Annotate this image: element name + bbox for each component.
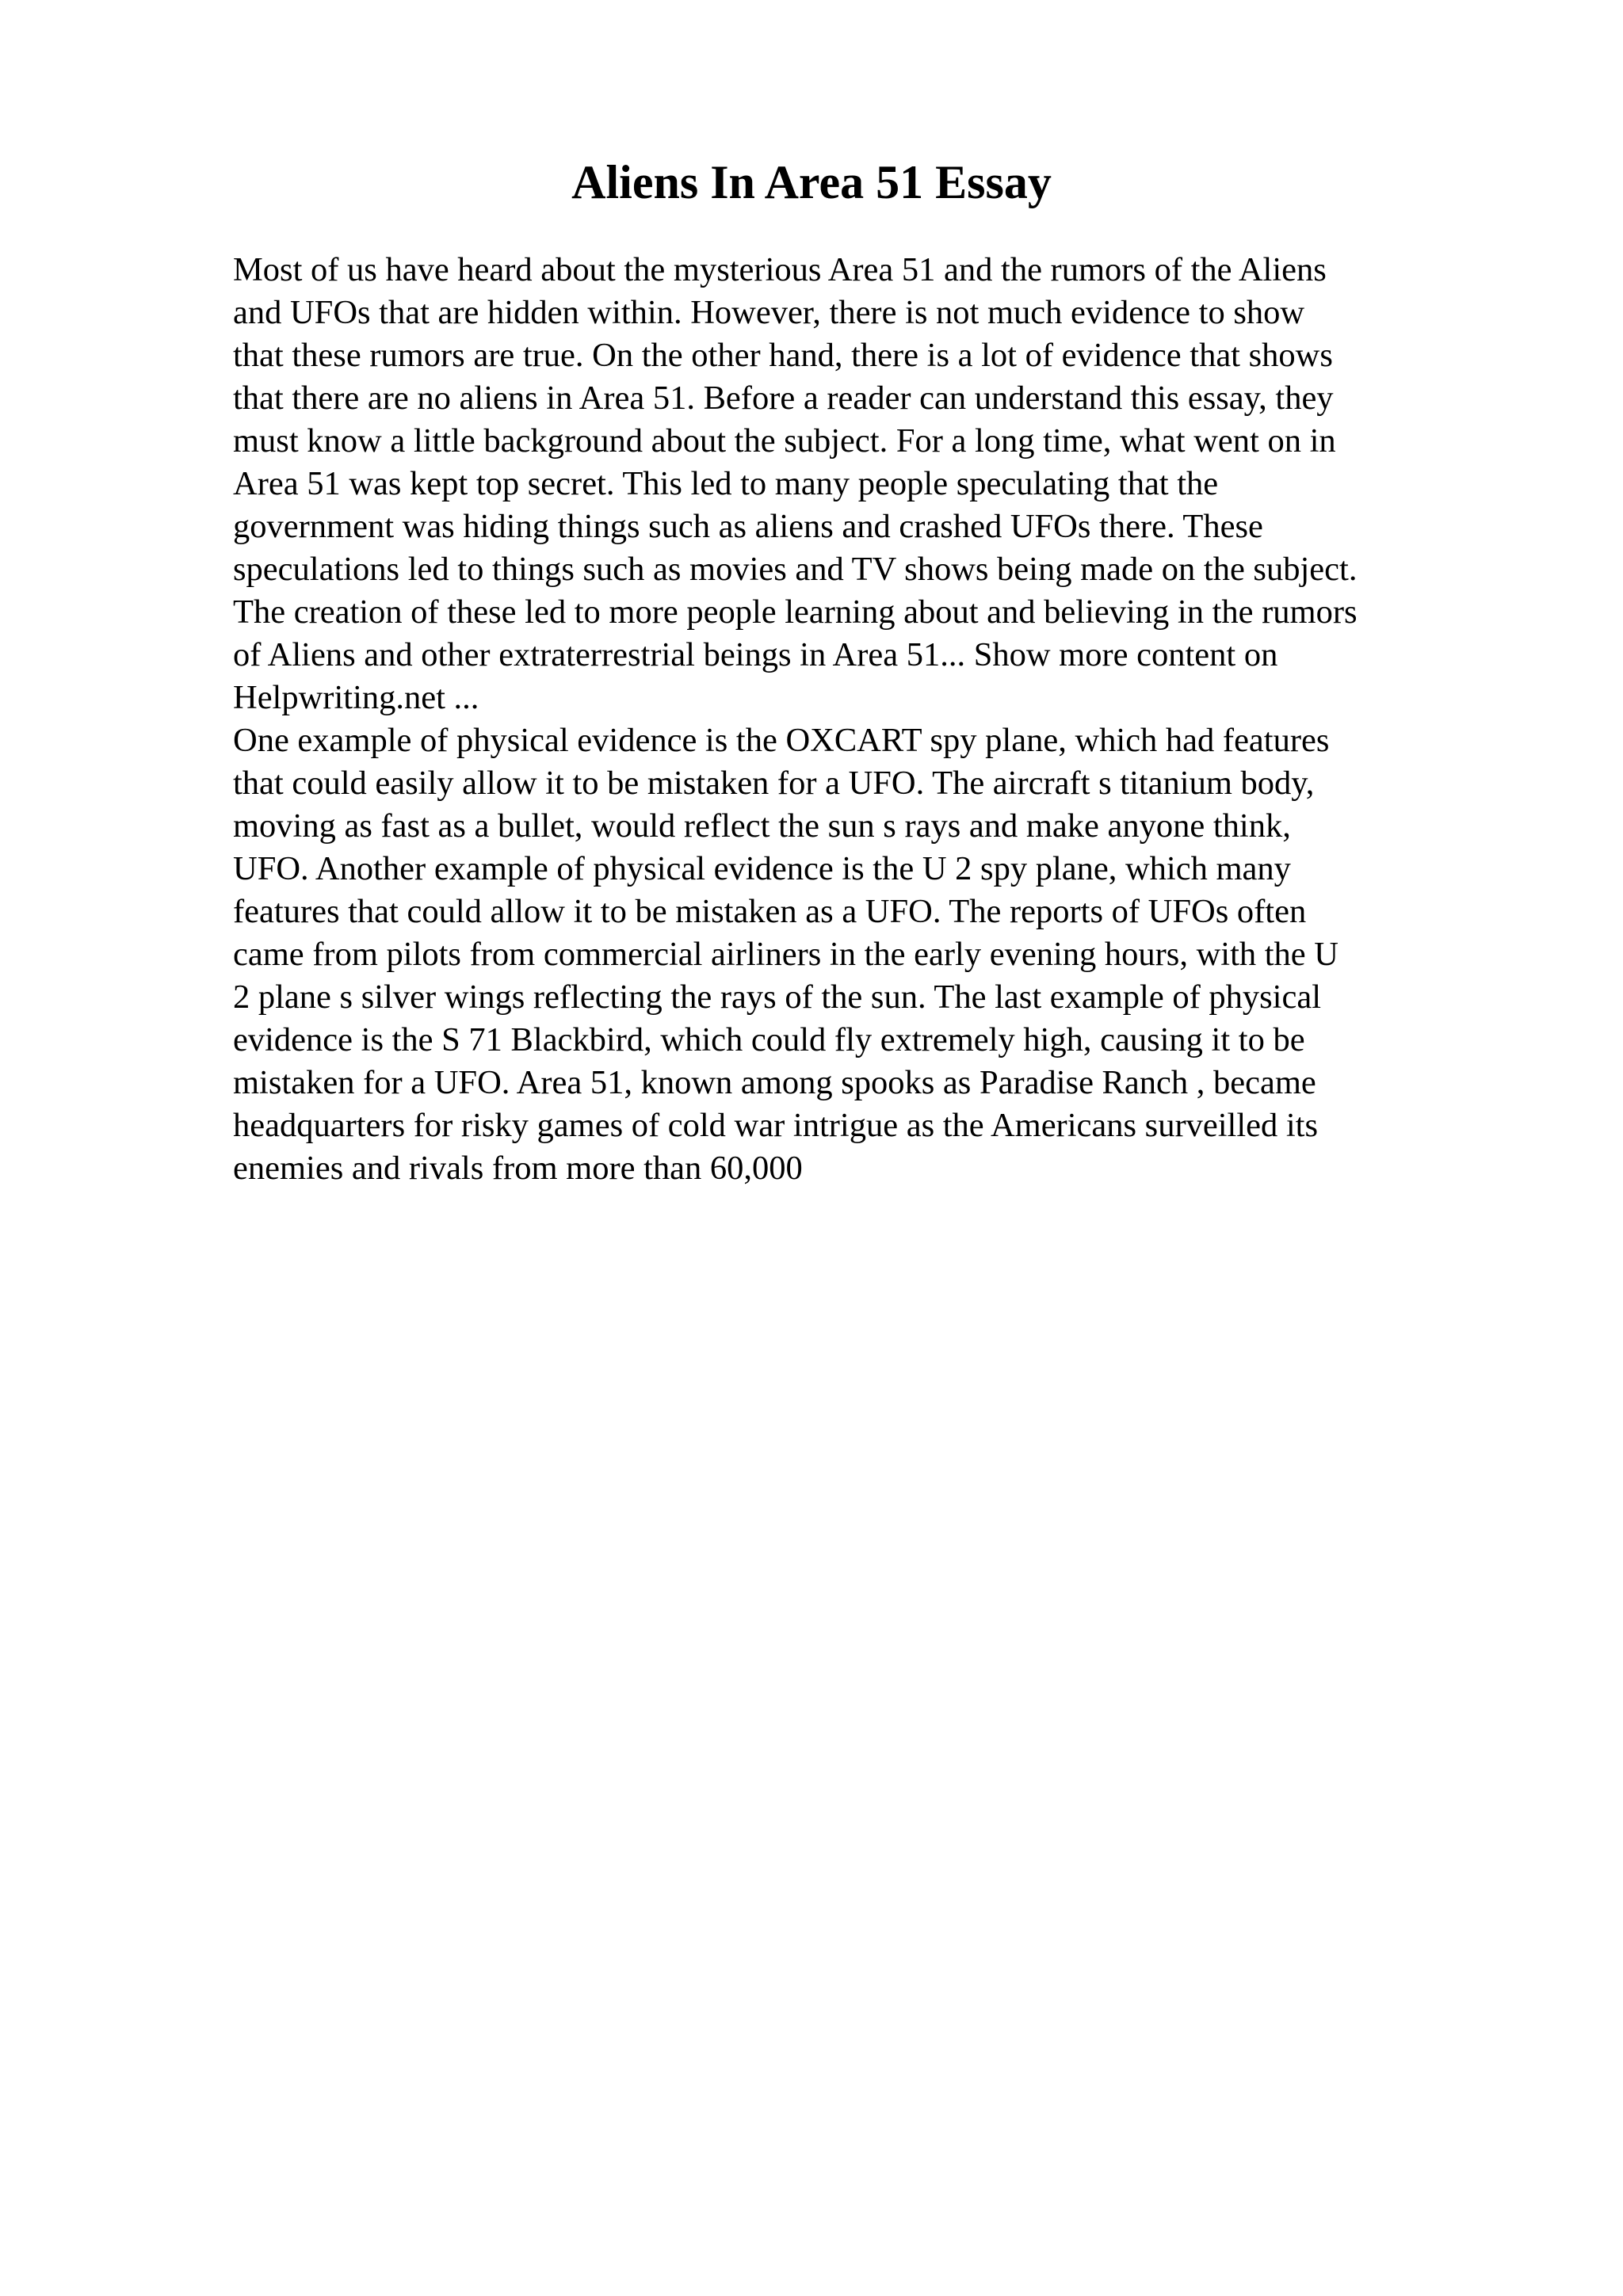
text-line: The creation of these led to more people learning about and believing in the rumors	[233, 593, 1358, 631]
text-line: mistaken for a UFO. Area 51, known among spooks as Paradise Ranch , became	[233, 1064, 1316, 1101]
text-line: 2 plane s silver wings reflecting the rays of the sun. The last example of physical	[233, 978, 1322, 1016]
text-line: of Aliens and other extraterrestrial beings in Area 51... Show more content on	[233, 636, 1278, 673]
text-line: government was hiding things such as aliens and crashed UFOs there. These	[233, 508, 1263, 545]
text-line: headquarters for risky games of cold war intrigue as the Americans surveilled its	[233, 1107, 1319, 1144]
document-title: Aliens In Area 51 Essay	[571, 156, 1052, 208]
text-line: moving as fast as a bullet, would reflect the sun s rays and make anyone think,	[233, 807, 1291, 845]
text-line: that could easily allow it to be mistaken for a UFO. The aircraft s titanium body,	[233, 765, 1315, 802]
text-line: UFO. Another example of physical evidence is the U 2 spy plane, which many	[233, 850, 1291, 887]
text-line: One example of physical evidence is the OXCART spy plane, which had features	[233, 722, 1330, 759]
text-line: that there are no aliens in Area 51. Before a reader can understand this essay, they	[233, 379, 1334, 417]
text-line: evidence is the S 71 Blackbird, which could fly extremely high, causing it to be	[233, 1021, 1305, 1058]
text-line: came from pilots from commercial airliners in the early evening hours, with the U	[233, 936, 1338, 973]
text-line: and UFOs that are hidden within. However, there is not much evidence to show	[233, 294, 1305, 331]
text-line: speculations led to things such as movies and TV shows being made on the subject.	[233, 551, 1358, 588]
text-line: enemies and rivals from more than 60,000	[233, 1150, 803, 1187]
text-line: features that could allow it to be mistaken as a UFO. The reports of UFOs often	[233, 893, 1307, 930]
text-line: Most of us have heard about the mysterious Area 51 and the rumors of the Aliens	[233, 251, 1327, 288]
text-line: Area 51 was kept top secret. This led to many people speculating that the	[233, 465, 1219, 502]
text-line: must know a little background about the subject. For a long time, what went on in	[233, 422, 1336, 460]
text-line: that these rumors are true. On the other hand, there is a lot of evidence that shows	[233, 337, 1333, 374]
essay-body	[233, 249, 1485, 1190]
text-line: Helpwriting.net ...	[233, 679, 479, 716]
